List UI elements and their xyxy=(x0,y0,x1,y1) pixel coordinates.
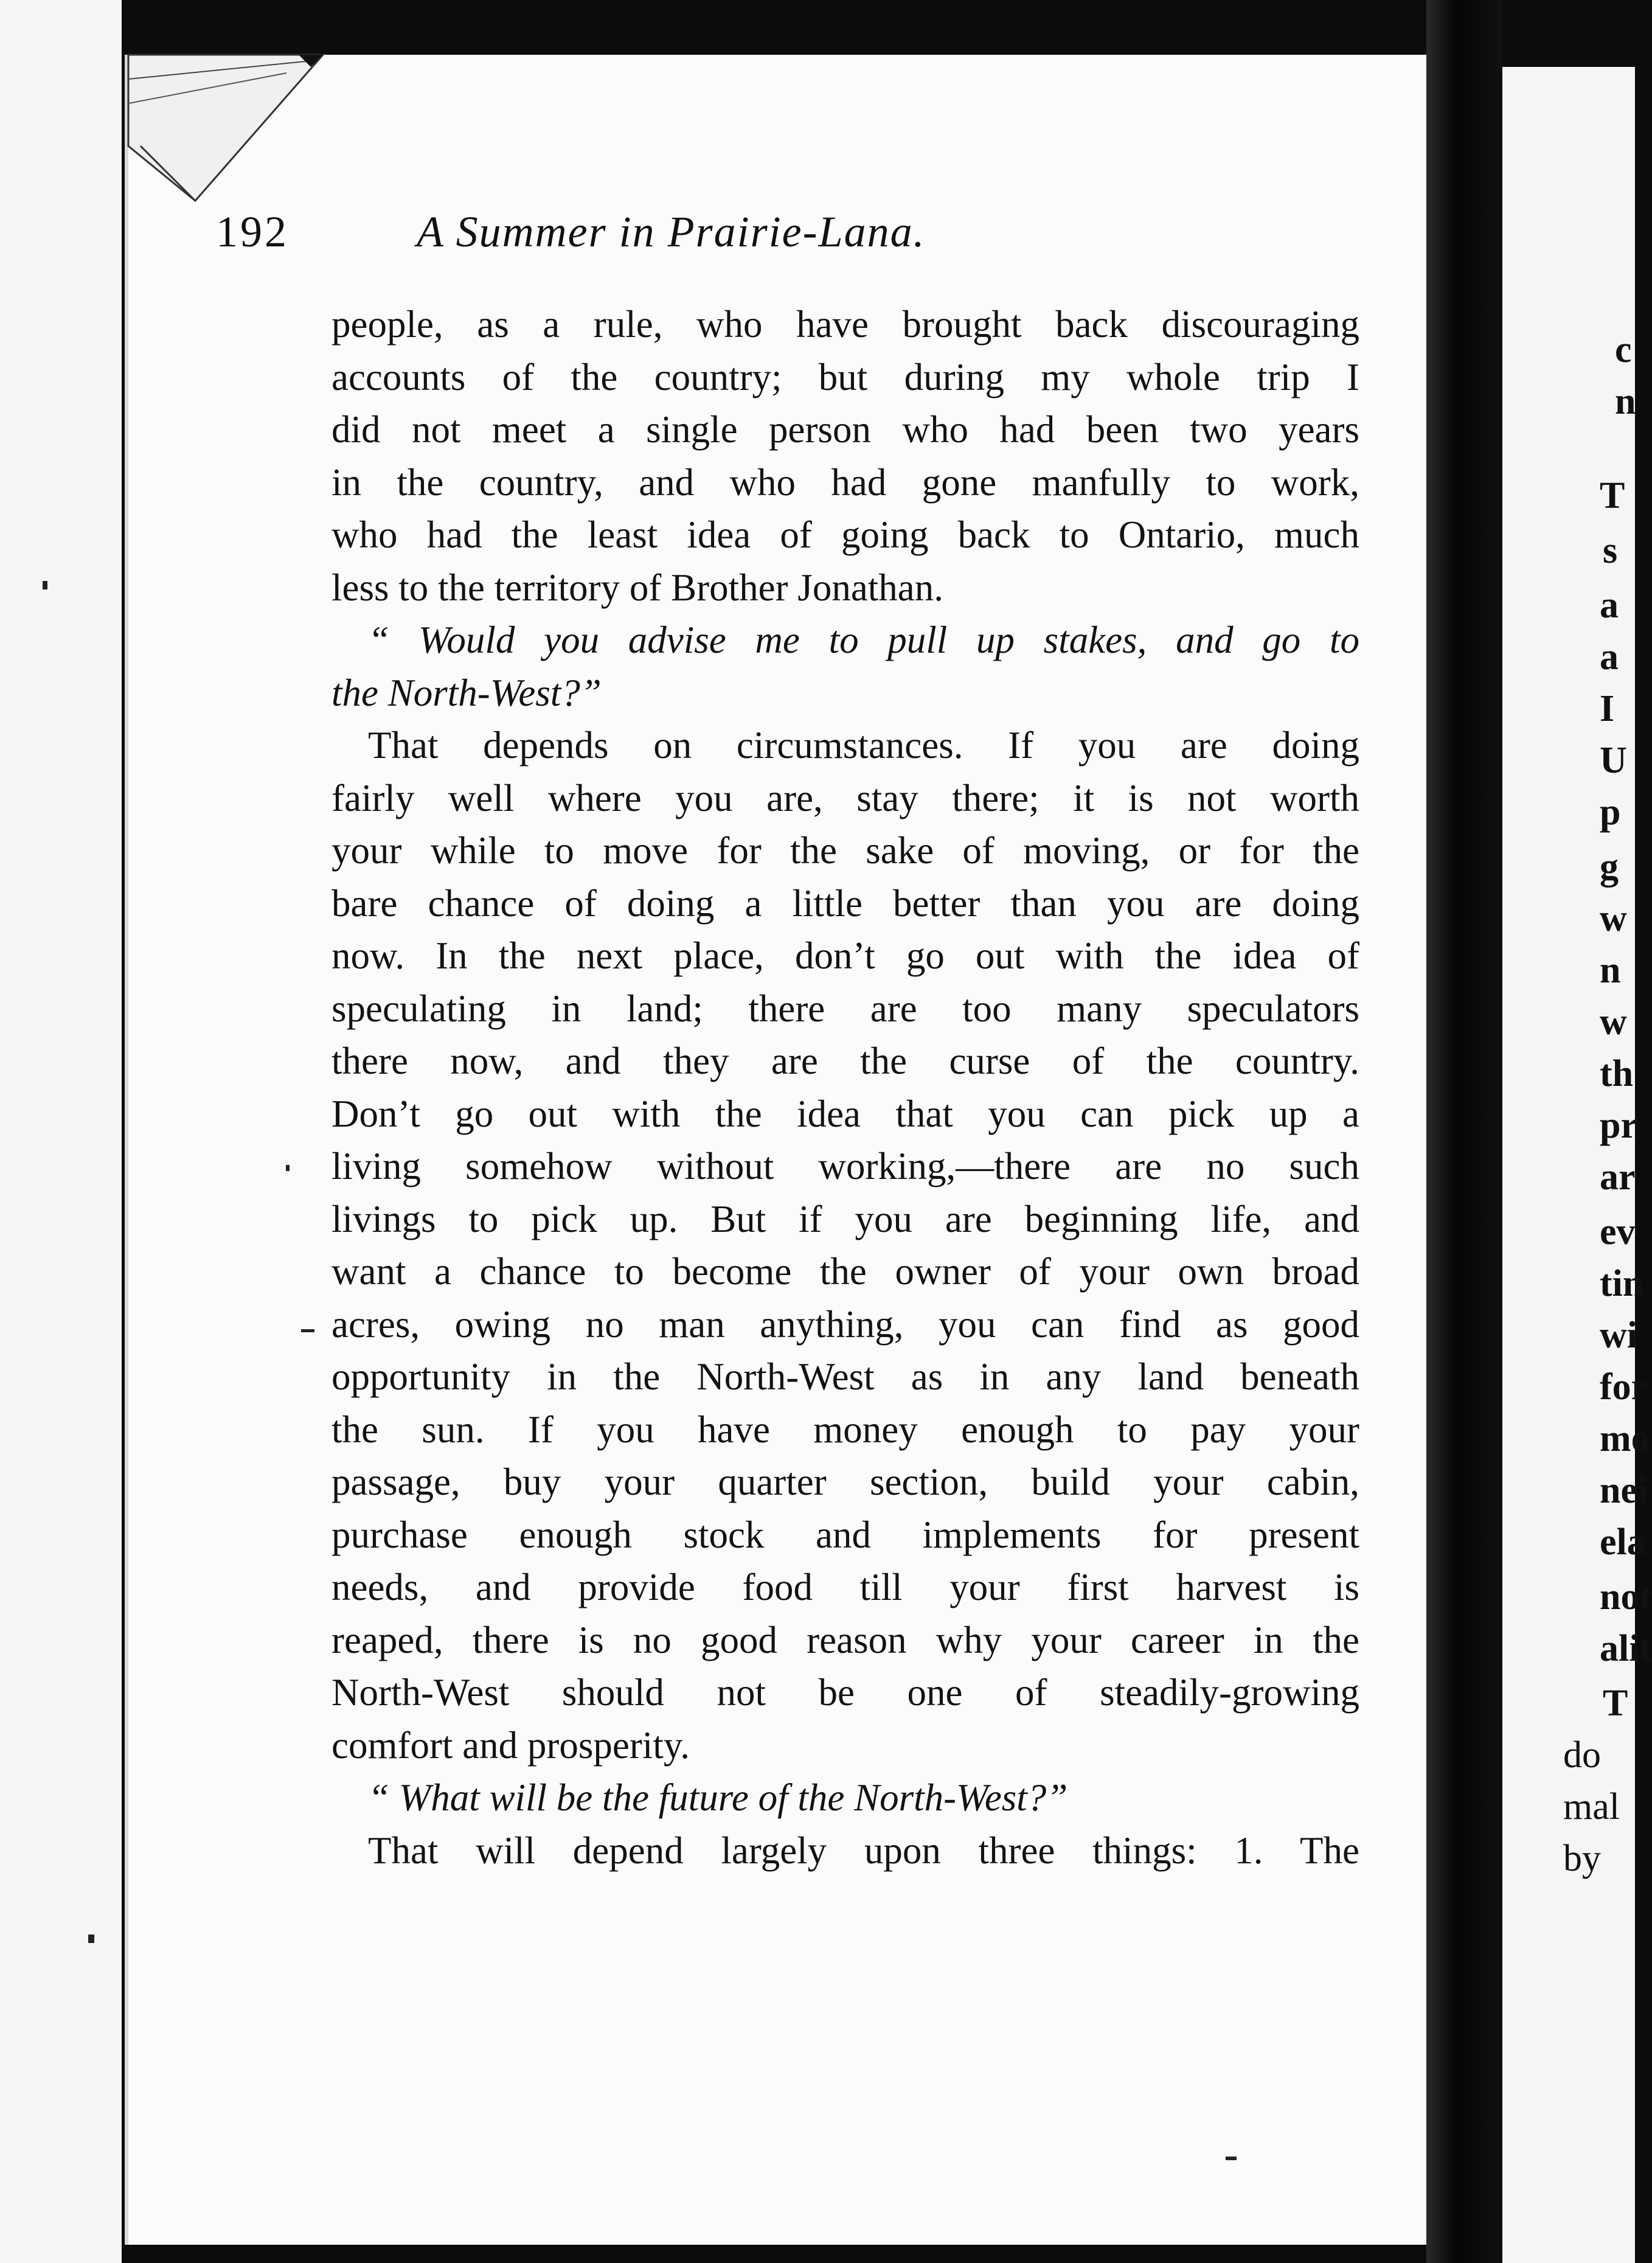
text-line: purchase enough stock and implements for present xyxy=(331,1513,1359,1556)
text-line: That depends on circumstances. If you are doing xyxy=(368,724,1359,766)
facing-page-fragment: nei xyxy=(1600,1470,1648,1511)
text-line: needs, and provide food till your first harvest is xyxy=(331,1566,1359,1608)
text-line: “ What will be the future of the North-West?” xyxy=(368,1776,1068,1819)
facing-page-fragment: T xyxy=(1600,475,1625,516)
facing-page-fragment: s xyxy=(1603,530,1618,571)
page-number: 192 xyxy=(216,207,289,256)
text-line: fairly well where you are, stay there; it is not worth xyxy=(331,776,1359,819)
facing-page-fragment: for xyxy=(1600,1366,1648,1408)
facing-page-fragment: wi xyxy=(1600,1315,1637,1356)
facing-page-fragment: mal xyxy=(1563,1786,1620,1827)
text-line: living somehow without working,—there are no such xyxy=(331,1145,1359,1187)
text-line: the sun. If you have money enough to pay your xyxy=(331,1408,1359,1451)
text-line: there now, and they are the curse of the country. xyxy=(331,1040,1359,1082)
text-line: North-West should not be one of steadily-growing xyxy=(331,1671,1359,1714)
text-line: comfort and prosperity. xyxy=(331,1723,690,1767)
text-line: less to the territory of Brother Jonathan. xyxy=(331,566,944,609)
facing-page-fragment: c xyxy=(1615,329,1632,370)
text-line: “ Would you advise me to pull up stakes, and go to xyxy=(368,619,1359,661)
scan-speck xyxy=(286,1165,290,1171)
facing-page-fragment: not xyxy=(1600,1576,1652,1618)
text-line: speculating in land; there are too many speculators xyxy=(331,987,1359,1030)
text-line: now. In the next place, don’t go out with the idea of xyxy=(331,934,1359,977)
text-line: That will depend largely upon three things: 1. The xyxy=(368,1829,1359,1872)
facing-page-fragment: w xyxy=(1600,1001,1627,1043)
facing-page-fragment: pr xyxy=(1600,1105,1637,1146)
text-line: bare chance of doing a little better than you are doing xyxy=(331,881,1359,925)
scan-speck xyxy=(43,581,47,589)
text-line: opportunity in the North-West as in any land beneath xyxy=(331,1355,1359,1398)
facing-page-fragment: mo xyxy=(1600,1418,1650,1459)
text-line: passage, buy your quarter section, build your cabin, xyxy=(331,1461,1359,1503)
facing-page-fragment: g xyxy=(1600,846,1619,888)
page-header xyxy=(216,201,1359,274)
text-line: want a chance to become the owner of your own broad xyxy=(331,1250,1359,1293)
scan-speck xyxy=(301,1329,314,1332)
facing-page-edge xyxy=(1502,67,1652,2263)
facing-page-fragment: tin xyxy=(1600,1263,1644,1304)
text-line: livings to pick up. But if you are beginning life, and xyxy=(331,1197,1359,1240)
facing-page-fragment: th xyxy=(1600,1053,1634,1094)
text-line: acres, owing no man anything, you can find as good xyxy=(331,1302,1359,1346)
text-line: in the country, and who had gone manfully to work, xyxy=(331,461,1359,504)
facing-page-fragment: ar xyxy=(1600,1156,1636,1198)
facing-page-fragment: n xyxy=(1600,950,1621,991)
body-text xyxy=(331,298,1359,1877)
facing-page-fragment: alit xyxy=(1600,1628,1652,1669)
text-line: who had the least idea of going back to Ontario, much xyxy=(331,513,1359,556)
text-line: the North-West?” xyxy=(331,671,602,714)
facing-page-fragment: a xyxy=(1600,636,1619,678)
facing-page-fragment: by xyxy=(1563,1838,1601,1879)
scan-speck xyxy=(1226,2157,1237,2160)
text-line: accounts of the country; but during my whole trip I xyxy=(331,355,1359,398)
text-line: people, as a rule, who have brought back discouraging xyxy=(331,303,1359,346)
facing-page-fragment: ev xyxy=(1600,1211,1636,1253)
facing-page-fragment: T xyxy=(1603,1683,1628,1724)
text-line: reaped, there is no good reason why your career in the xyxy=(331,1618,1359,1661)
facing-page-fragment: do xyxy=(1563,1734,1601,1776)
facing-page-fragment: I xyxy=(1600,688,1615,729)
facing-page-fragment: a xyxy=(1600,585,1619,626)
scan-left-margin xyxy=(0,0,122,2263)
facing-page-fragment: U xyxy=(1600,740,1627,781)
facing-page-fragment: n xyxy=(1615,381,1636,422)
facing-page-fragment: p xyxy=(1600,791,1621,833)
text-line: Don’t go out with the idea that you can pick up a xyxy=(331,1092,1359,1135)
scan-speck xyxy=(88,1934,94,1943)
book-gutter xyxy=(1426,0,1502,2263)
facing-page-fragment: ela xyxy=(1600,1521,1646,1563)
facing-page-fragment: w xyxy=(1600,898,1627,939)
text-line: your while to move for the sake of moving, or for the xyxy=(331,829,1359,872)
running-title: A Summer in Prairie-Lana. xyxy=(417,207,926,256)
folded-corner-icon xyxy=(128,55,323,201)
text-line: did not meet a single person who had been two years xyxy=(331,408,1359,451)
